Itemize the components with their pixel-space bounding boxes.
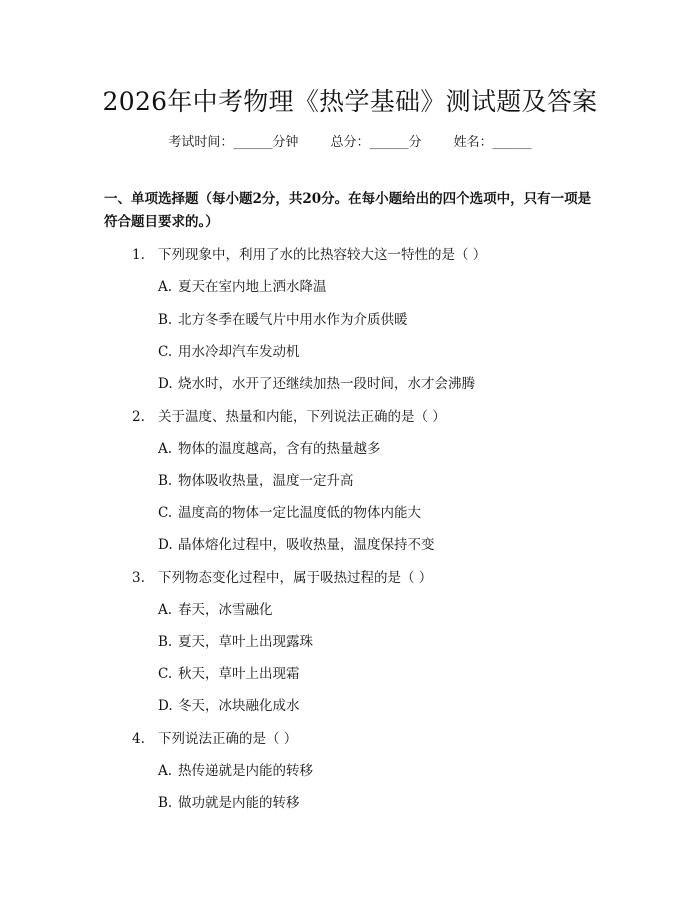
question-1: [132, 243, 486, 263]
option-2c: [158, 501, 421, 521]
section-heading: 一、单项选择题（每小题2分，共20分。在每小题给出的四个选项中，只有一项是符合题目要求的。）: [104, 191, 592, 230]
question-4: [132, 727, 297, 747]
option-4b: [158, 791, 300, 811]
question-2: [132, 405, 446, 425]
option-label: A.: [158, 441, 173, 457]
question-number: 4.: [132, 731, 145, 747]
option-text: 温度高的物体一定比温度低的物体内能大: [178, 505, 421, 521]
option-2b: [158, 469, 354, 489]
question-text: 下列现象中，利用了水的比热容较大这一特性的是（ ）: [158, 247, 487, 263]
option-text: 晶体熔化过程中，吸收热量，温度保持不变: [178, 537, 435, 553]
option-label: D.: [158, 698, 173, 714]
option-label: A.: [158, 763, 173, 779]
option-text: 物体吸收热量，温度一定升高: [178, 473, 354, 489]
exam-time-field: 考试时间：______分钟: [168, 135, 299, 150]
question-text: 下列物态变化过程中，属于吸热过程的是（ ）: [158, 570, 433, 586]
option-text: 春天，冰雪融化: [178, 602, 273, 618]
option-label: C.: [158, 666, 173, 682]
option-2d: [158, 533, 435, 553]
option-label: A.: [158, 279, 173, 295]
option-label: A.: [158, 602, 173, 618]
option-1c: [158, 340, 300, 360]
question-number: 2.: [132, 409, 145, 425]
option-text: 用水冷却汽车发动机: [178, 344, 300, 360]
total-score-field: 总分：______分: [330, 135, 422, 150]
option-3c: [158, 662, 300, 682]
option-label: B.: [158, 473, 173, 489]
option-text: 做功就是内能的转移: [178, 795, 300, 811]
question-number: 3.: [132, 570, 145, 586]
option-label: B.: [158, 312, 173, 328]
page-title: 2026年中考物理《热学基础》测试题及答案: [102, 87, 598, 116]
option-3b: [158, 630, 313, 650]
option-label: B.: [158, 795, 173, 811]
option-2a: [158, 437, 381, 457]
option-text: 冬天，冰块融化成水: [178, 698, 300, 714]
option-3a: [158, 598, 273, 618]
option-label: D.: [158, 376, 173, 392]
option-label: B.: [158, 634, 173, 650]
option-1a: [158, 275, 327, 295]
option-1b: [158, 308, 408, 328]
option-text: 夏天，草叶上出现露珠: [178, 634, 313, 650]
option-text: 秋天，草叶上出现霜: [178, 666, 300, 682]
option-1d: [158, 372, 475, 392]
option-3d: [158, 694, 300, 714]
name-field: 姓名：______: [453, 135, 532, 150]
option-text: 物体的温度越高，含有的热量越多: [178, 441, 381, 457]
option-4a: [158, 759, 313, 779]
option-label: D.: [158, 537, 173, 553]
option-text: 夏天在室内地上洒水降温: [178, 279, 327, 295]
option-text: 北方冬季在暖气片中用水作为介质供暖: [178, 312, 408, 328]
option-label: C.: [158, 505, 173, 521]
option-text: 热传递就是内能的转移: [178, 763, 313, 779]
question-3: [132, 566, 432, 586]
question-text: 下列说法正确的是（ ）: [158, 731, 298, 747]
exam-meta: [0, 131, 700, 150]
option-text: 烧水时，水开了还继续加热一段时间，水才会沸腾: [178, 376, 475, 392]
option-label: C.: [158, 344, 173, 360]
question-text: 关于温度、热量和内能，下列说法正确的是（ ）: [158, 409, 446, 425]
question-number: 1.: [132, 247, 145, 263]
